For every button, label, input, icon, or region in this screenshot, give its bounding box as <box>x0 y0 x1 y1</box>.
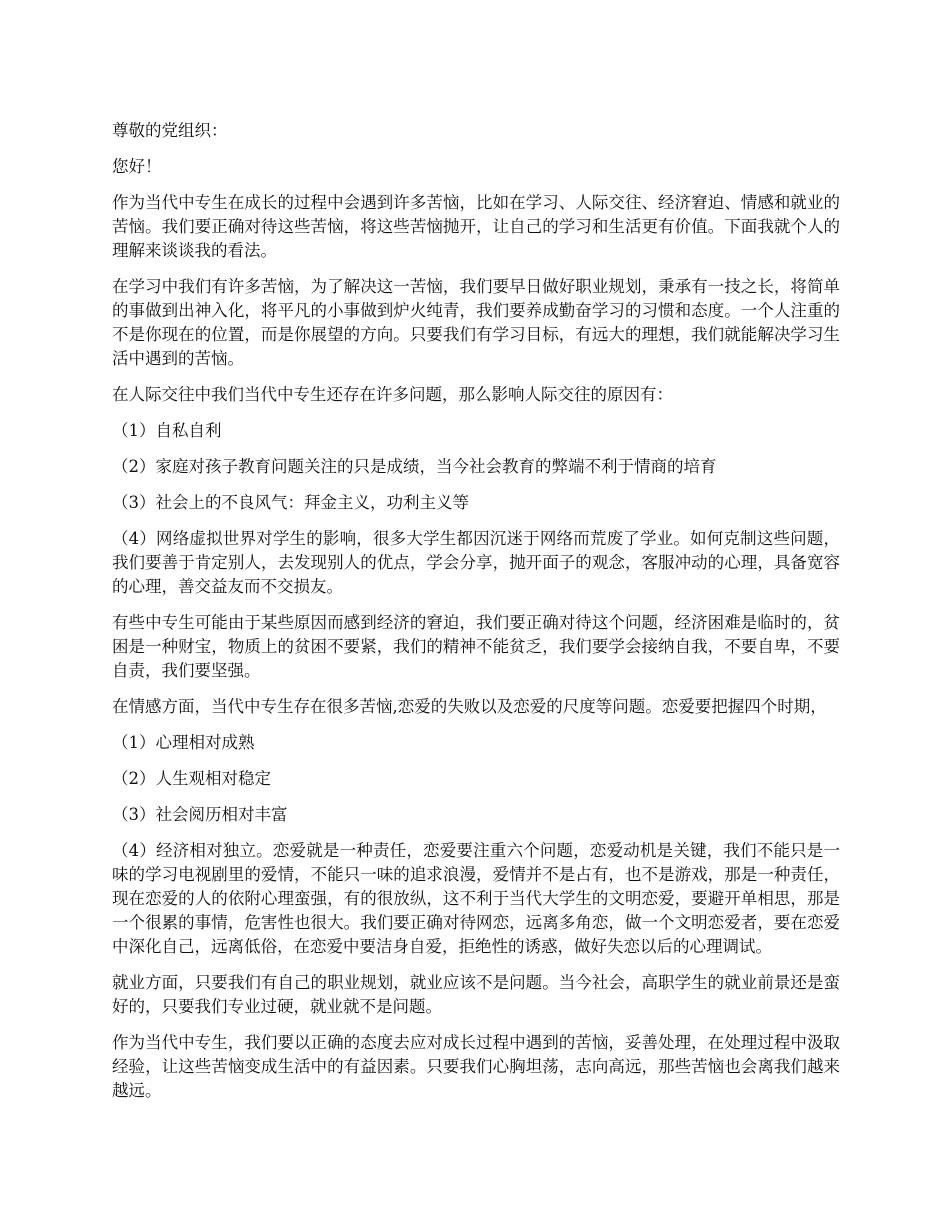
conclusion-paragraph: 作为当代中专生，我们要以正确的态度去应对成长过程中遇到的苦恼，妥善处理，在处理过程中汲取经验，让这些苦恼变成生活中的有益因素。只要我们心胸坦荡，志向高远，那些苦恼也会离我们越来越远。 <box>112 1033 840 1100</box>
interpersonal-item-3: （3）社会上的不良风气：拜金主义，功利主义等 <box>112 493 469 512</box>
emotion-item-4: （4）经济相对独立。恋爱就是一种责任，恋爱要注重六个问题，恋爱动机是关键，我们不能只是一味的学习电视剧里的爱情，不能只一味的追求浪漫，爱情并不是占有，也不是游戏，那是一种责任，现在恋爱的人的依附心理蛮强，有的很放纵，这不利于当代大学生的文明恋爱，要避开单相思，那是一个很累的事情，危害性也很大。我们要正确对待网恋，远离多角恋，做一个文明恋爱者，要在恋爱中深化自己，远离低俗，在恋爱中要洁身自爱，拒绝性的诱惑，做好失恋以后的心理调试。 <box>112 841 840 956</box>
interpersonal-item-2: （2）家庭对孩子教育问题关注的只是成绩，当今社会教育的弊端不利于情商的培育 <box>112 457 717 476</box>
interpersonal-paragraph: 在人际交往中我们当代中专生还存在许多问题，那么影响人际交往的原因有： <box>112 385 673 404</box>
interpersonal-item-4: （4）网络虚拟世界对学生的影响，很多大学生都因沉迷于网络而荒废了学业。如何克制这些问题，我们要善于肯定别人，去发现别人的优点，学会分享，抛开面子的观念，客服冲动的心理，具备宽容的心理，善交益友而不交损友。 <box>112 529 840 596</box>
letter-body <box>112 119 840 1115</box>
greeting: 您好！ <box>112 157 162 176</box>
employment-paragraph: 就业方面，只要我们有自己的职业规划，就业应该不是问题。当今社会，高职学生的就业前景还是蛮好的，只要我们专业过硬，就业就不是问题。 <box>112 973 840 1016</box>
interpersonal-item-1: （1）自私自利 <box>112 421 222 440</box>
salutation: 尊敬的党组织： <box>112 121 228 140</box>
emotion-item-1: （1）心理相对成熟 <box>112 733 255 752</box>
emotion-item-2: （2）人生观相对稳定 <box>112 769 271 788</box>
intro-paragraph: 作为当代中专生在成长的过程中会遇到许多苦恼，比如在学习、人际交往、经济窘迫、情感和就业的苦恼。我们要正确对待这些苦恼，将这些苦恼抛开，让自己的学习和生活更有价值。下面我就个人的理解来谈谈我的看法。 <box>112 193 840 260</box>
study-paragraph: 在学习中我们有许多苦恼，为了解决这一苦恼，我们要早日做好职业规划，秉承有一技之长，将简单的事做到出神入化，将平凡的小事做到炉火纯青，我们要养成勤奋学习的习惯和态度。一个人注重的不是你现在的位置，而是你展望的方向。只要我们有学习目标，有远大的理想，我们就能解决学习生活中遇到的苦恼。 <box>112 277 840 368</box>
economic-paragraph: 有些中专生可能由于某些原因而感到经济的窘迫，我们要正确对待这个问题，经济困难是临时的，贫困是一种财宝，物质上的贫困不要紧，我们的精神不能贫乏，我们要学会接纳自我，不要自卑，不要自责，我们要坚强。 <box>112 613 840 680</box>
emotion-paragraph: 在情感方面，当代中专生存在很多苦恼,恋爱的失败以及恋爱的尺度等问题。恋爱要把握四个时期， <box>112 697 827 716</box>
emotion-item-3: （3）社会阅历相对丰富 <box>112 805 288 824</box>
